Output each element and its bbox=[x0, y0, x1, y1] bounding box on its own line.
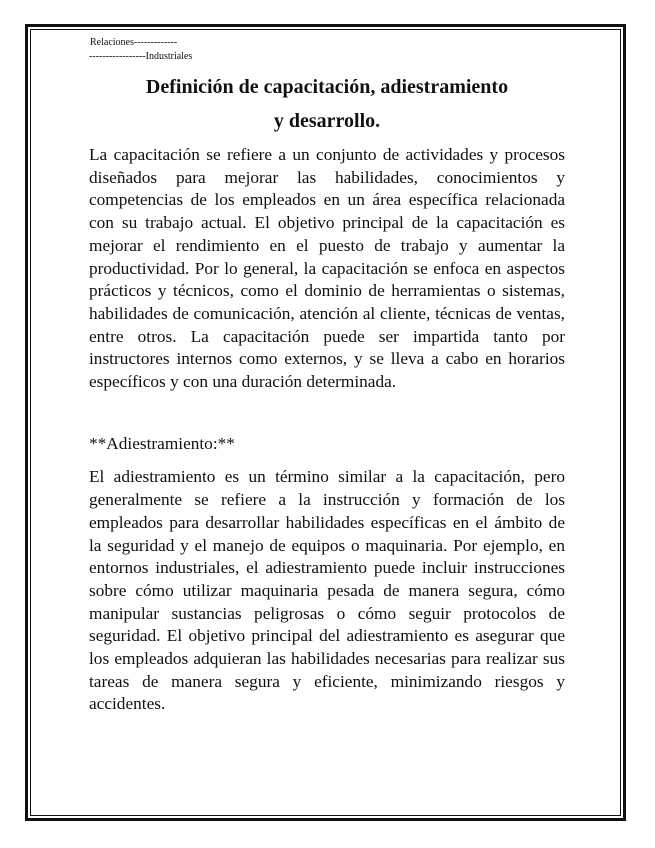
page-title bbox=[89, 70, 565, 138]
page-title-line-2: y desarrollo. bbox=[273, 110, 381, 132]
adiestramiento-paragraph: El adiestramiento es un término similar a la capacitación, pero generalmente se refiere a la instrucción y formación de los empleados para desarrollar habilidades específicas en el ámbito de la seguridad y el manejo de equipos o maquinaria. Por ejemplo, en entornos industriales, el adiestramiento puede incluir instrucciones sobre cómo utilizar maquinaria pesada de manera segura, cómo manipular sustancias peligrosas o cómo seguir protocolos de seguridad. El objetivo principal del adiestramiento es asegurar que los empleados adquieran las habilidades necesarias para realizar sus tareas de manera segura y eficiente, minimizando riesgos y accidentes. bbox=[89, 467, 565, 714]
running-header-line-1: Relaciones------------- bbox=[90, 37, 178, 48]
capacitacion-paragraph: La capacitación se refiere a un conjunto de actividades y procesos diseñados para mejorar las habilidades, conocimientos y competencias de los empleados en un área específica relacionada con su trabajo actual. El objetivo principal de la capacitación es mejorar el rendimiento en el puesto de trabajo y aumentar la productividad. Por lo general, la capacitación se enfoca en aspectos prácticos y técnicos, como el dominio de herramientas o sistemas, habilidades de comunicación, atención al cliente, técnicas de ventas, entre otros. La capacitación puede ser impartida tanto por instructores internos como externos, y se lleva a cabo en horarios específicos y con una duración determinada. bbox=[89, 145, 565, 392]
page-title-line-1: Definición de capacitación, adiestramiento bbox=[145, 76, 509, 98]
adiestramiento-heading: **Adiestramiento:** bbox=[89, 433, 235, 453]
page-content bbox=[89, 36, 565, 716]
running-header-line-2: -----------------Industriales bbox=[89, 51, 193, 62]
